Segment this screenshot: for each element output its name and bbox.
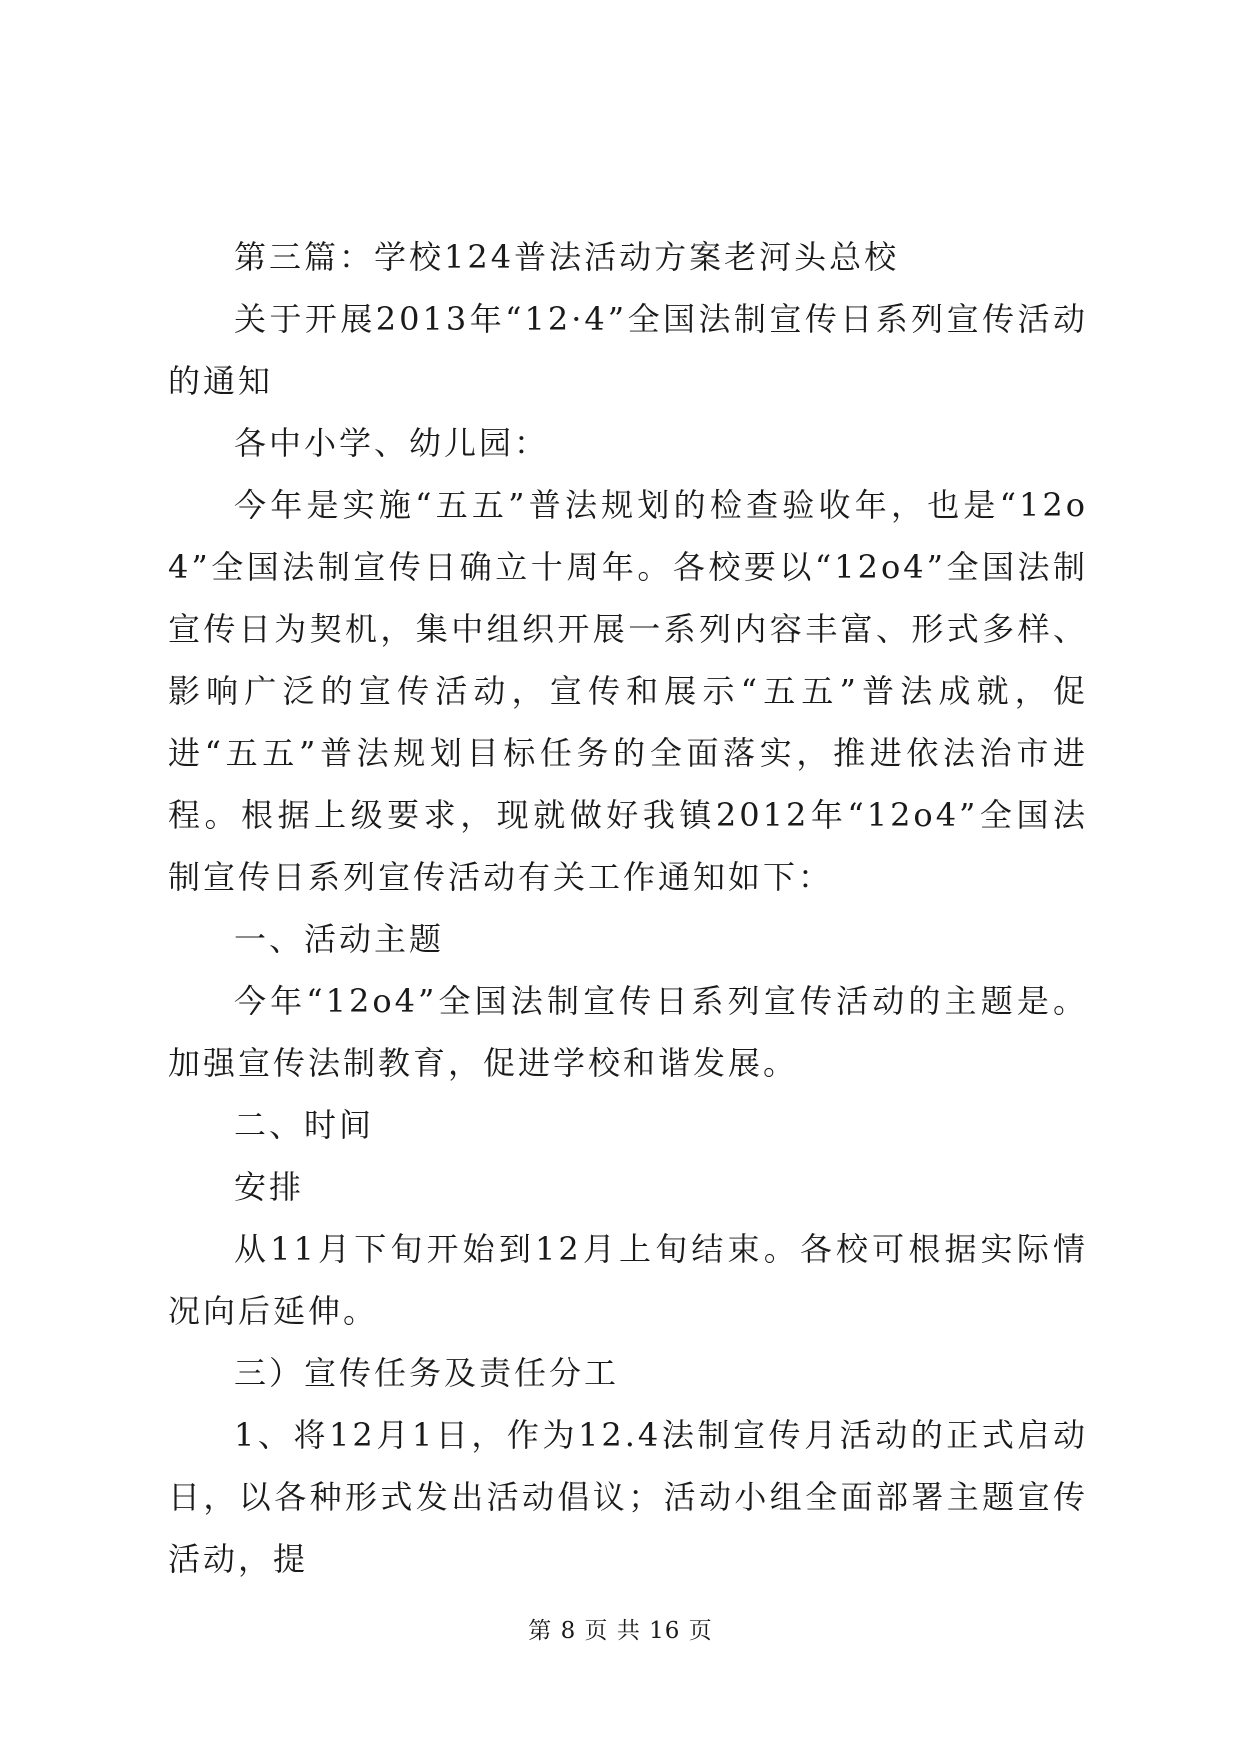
theme-paragraph: 今年“12o4”全国法制宣传日系列宣传活动的主题是。加强宣传法制教育，促进学校和谐发展。 (168, 982, 1088, 1082)
heading-arrangement: 安排 (234, 1168, 305, 1206)
task-paragraph: 1、将12月1日，作为12.4法制宣传月活动的正式启动日，以各种形式发出活动倡议；活动小组全面部署主题宣传活动，提 (168, 1416, 1088, 1578)
page-footer: 第 8 页 共 16 页 (528, 1618, 713, 1644)
heading-tasks: 三）宣传任务及责任分工 (234, 1354, 620, 1392)
intro-paragraph: 今年是实施“五五”普法规划的检查验收年，也是“12o4”全国法制宣传日确立十周年。各校要以“12o4”全国法制宣传日为契机，集中组织开展一系列内容丰富、形式多样、影响广泛的宣传活动，宣传和展示“五五”普法成就，促进“五五”普法规划目标任务的全面落实，推进依法治市进程。根据上级要求，现就做好我镇2012年“12o4”全国法制宣传日系列宣传活动有关工作通知如下： (168, 486, 1088, 896)
heading-theme: 一、活动主题 (234, 920, 445, 958)
salutation: 各中小学、幼儿园： (234, 424, 550, 462)
heading-time: 二、时间 (234, 1106, 375, 1144)
document-body (168, 226, 1088, 1590)
time-paragraph: 从11月下旬开始到12月上旬结束。各校可根据实际情况向后延伸。 (168, 1230, 1088, 1330)
notice-title: 关于开展2013年“12·4”全国法制宣传日系列宣传活动的通知 (168, 300, 1088, 400)
section-title: 第三篇：学校124普法活动方案老河头总校 (234, 238, 900, 276)
